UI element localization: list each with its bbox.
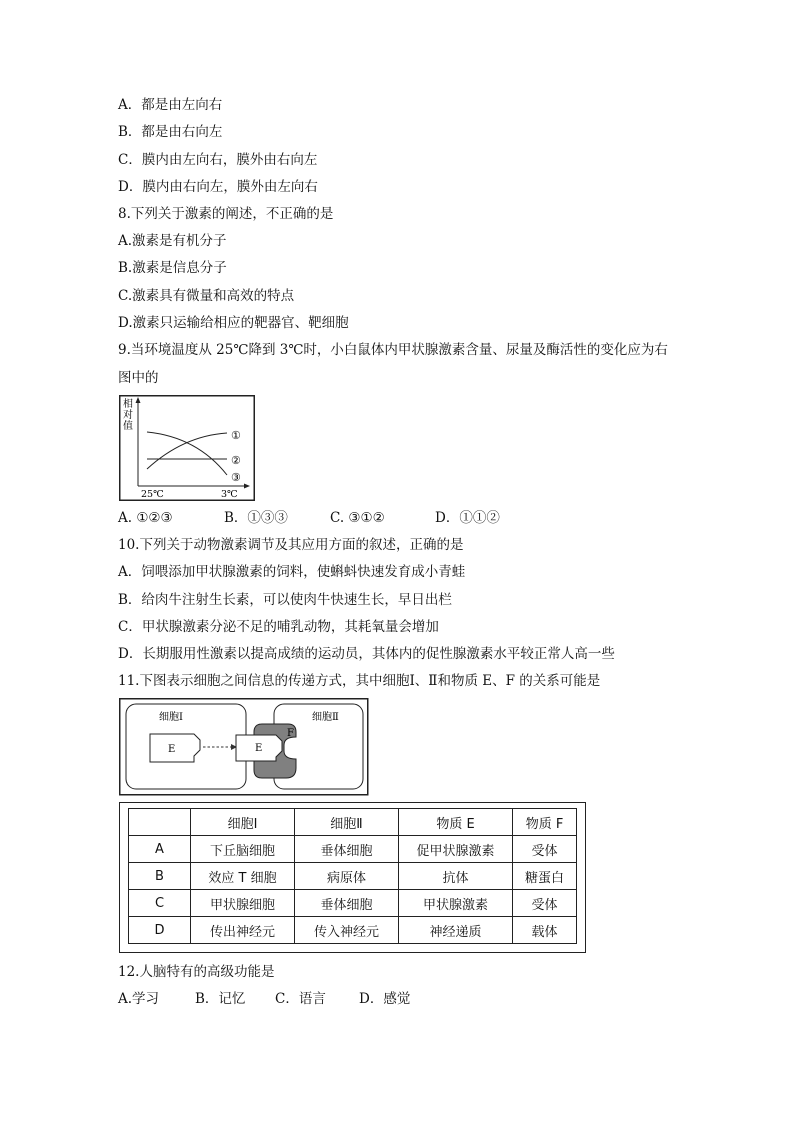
graph-ylabel-1: 相 (123, 399, 133, 410)
cell-2-label: 细胞Ⅱ (312, 712, 339, 723)
q12-stem: 12.人脑特有的高级功能是 (118, 964, 275, 980)
x-axis-arrow (244, 484, 250, 489)
curve-label-2: ② (231, 454, 241, 467)
q8-stem: 8.下列关于激素的阐述，不正确的是 (118, 206, 334, 222)
curve-3 (147, 432, 227, 475)
cell-1-label: 细胞Ⅰ (159, 712, 183, 723)
table-row (129, 890, 577, 917)
q12-options (118, 991, 410, 1007)
graph-ylabel-3: 值 (123, 421, 133, 432)
table-row (129, 836, 577, 863)
table-header-row (129, 809, 577, 836)
table-cell: 垂体细胞 (295, 836, 399, 863)
table-header-cell: 物质 F (513, 809, 577, 836)
q8-option-d: D.激素只运输给相应的靶器官、靶细胞 (118, 315, 349, 331)
q7-option-d: D．膜内由右向左，膜外由左向右 (118, 179, 318, 195)
substance-e-bound-label: E (255, 743, 263, 754)
table-cell: 传入神经元 (295, 917, 399, 944)
q10-option-a: A．饲喂添加甲状腺激素的饲料，使蝌蚪快速发育成小青蛙 (118, 564, 466, 580)
q10-option-c: C．甲状腺激素分泌不足的哺乳动物，其耗氧量会增加 (118, 619, 439, 635)
table-cell: C (129, 890, 191, 917)
curve-label-3: ③ (231, 471, 241, 484)
table-cell: 载体 (513, 917, 577, 944)
q9-stem-line2: 图中的 (118, 370, 159, 386)
graph-x-end: 3℃ (221, 489, 238, 500)
table-cell: 促甲状腺激素 (399, 836, 513, 863)
q9-option-d: D．①①② (435, 510, 500, 526)
graph-frame (120, 396, 255, 501)
q10-option-d: D．长期服用性激素以提高成绩的运动员，其体内的促性腺激素水平较正常人高一些 (118, 646, 615, 662)
q8-option-a: A.激素是有机分子 (118, 233, 227, 249)
q9-stem-line1: 9.当环境温度从 25℃降到 3℃时，小白鼠体内甲状腺激素含量、尿量及酶活性的变化应为右 (118, 342, 668, 358)
table-cell: 垂体细胞 (295, 890, 399, 917)
table-cell: 受体 (513, 836, 577, 863)
table-cell: D (129, 917, 191, 944)
substance-e-left-label: E (168, 744, 176, 755)
q11-stem: 11.下图表示细胞之间信息的传递方式，其中细胞Ⅰ、Ⅱ和物质 E、F 的关系可能是 (118, 673, 601, 689)
table-cell: 抗体 (399, 863, 513, 890)
q12-option-c: C．语言 (275, 991, 326, 1007)
table-cell: 病原体 (295, 863, 399, 890)
table-cell: 糖蛋白 (513, 863, 577, 890)
table-cell: 下丘脑细胞 (191, 836, 295, 863)
curve-1 (147, 433, 227, 469)
table-cell: 神经递质 (399, 917, 513, 944)
graph-x-start: 25℃ (141, 489, 164, 500)
q7-option-b: B．都是由右向左 (118, 124, 223, 140)
y-axis-arrow (136, 397, 141, 403)
q12-option-d: D．感觉 (359, 991, 411, 1007)
q12-option-a: A.学习 (118, 991, 160, 1007)
table-header-cell: 细胞Ⅰ (191, 809, 295, 836)
q10-stem: 10.下列关于动物激素调节及其应用方面的叙述，正确的是 (118, 537, 464, 553)
graph-ylabel-2: 对 (123, 410, 133, 421)
table-header-cell: 物质 E (399, 809, 513, 836)
q8-option-c: C.激素具有微量和高效的特点 (118, 288, 295, 304)
q10-option-b: B．给肉牛注射生长素，可以使肉牛快速生长，早日出栏 (118, 592, 452, 608)
q9-options (118, 510, 500, 526)
q7-option-c: C．膜内由左向右，膜外由右向左 (118, 152, 318, 168)
table-cell: 效应 T 细胞 (191, 863, 295, 890)
table-cell: 传出神经元 (191, 917, 295, 944)
substance-f-label: F (287, 728, 294, 739)
q9-option-c: C. ③①② (330, 510, 385, 526)
curve-label-1: ① (231, 429, 241, 442)
q9-graph (119, 395, 255, 501)
q12-option-b: B．记忆 (195, 991, 246, 1007)
table-row (129, 863, 577, 890)
q9-option-b: B．①③③ (224, 510, 288, 526)
table-cell: B (129, 863, 191, 890)
table-cell: 甲状腺细胞 (191, 890, 295, 917)
q11-table (128, 808, 577, 944)
q9-option-a: A. ①②③ (118, 510, 173, 526)
q7-option-a: A．都是由左向右 (118, 97, 223, 113)
table-row (129, 917, 577, 944)
table-cell: A (129, 836, 191, 863)
q8-option-b: B.激素是信息分子 (118, 260, 227, 276)
table-header-cell (129, 809, 191, 836)
table-cell: 受体 (513, 890, 577, 917)
table-header-cell: 细胞Ⅱ (295, 809, 399, 836)
table-cell: 甲状腺激素 (399, 890, 513, 917)
q11-diagram (119, 698, 369, 796)
